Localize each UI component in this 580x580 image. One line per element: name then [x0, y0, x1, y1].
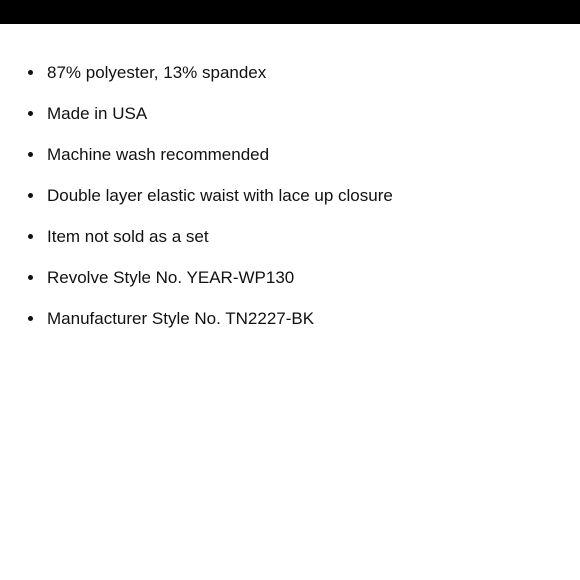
list-item — [0, 298, 580, 339]
detail-text: Made in USA — [47, 104, 148, 123]
detail-text: 87% polyester, 13% spandex — [47, 63, 267, 82]
detail-text: Double layer elastic waist with lace up closure — [47, 186, 393, 205]
bullet-icon — [28, 111, 33, 116]
bullet-icon — [28, 193, 33, 198]
list-item — [0, 175, 580, 216]
detail-text: Manufacturer Style No. TN2227-BK — [47, 309, 315, 328]
bullet-icon — [28, 316, 33, 321]
list-item — [0, 134, 580, 175]
list-item — [0, 257, 580, 298]
detail-text: Item not sold as a set — [47, 227, 209, 246]
bullet-icon — [28, 234, 33, 239]
bullet-icon — [28, 70, 33, 75]
bullet-icon — [28, 152, 33, 157]
product-details-list — [0, 52, 580, 339]
bullet-icon — [28, 275, 33, 280]
list-item — [0, 93, 580, 134]
detail-text: Machine wash recommended — [47, 145, 270, 164]
list-item — [0, 216, 580, 257]
list-item — [0, 52, 580, 93]
detail-text: Revolve Style No. YEAR-WP130 — [47, 268, 295, 287]
header-bar — [0, 0, 580, 24]
